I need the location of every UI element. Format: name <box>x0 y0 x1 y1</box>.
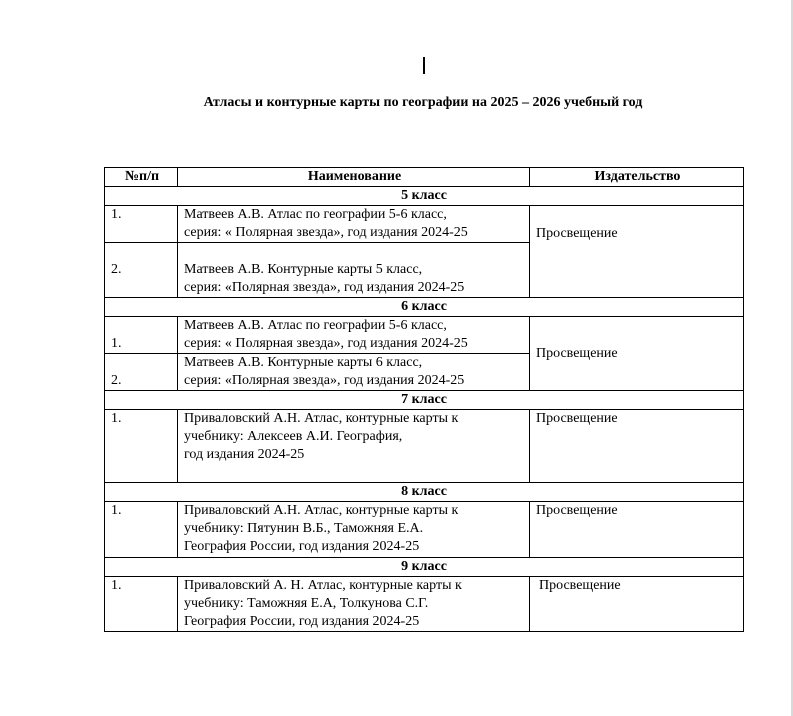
row-number: 1. <box>105 577 178 632</box>
grade-7-heading: 7 класс <box>105 391 744 410</box>
row-publisher: Просвещение <box>530 317 744 391</box>
row-name <box>178 317 530 354</box>
row-name-line: серия: « Полярная звезда», год издания 2024-25 <box>184 225 468 240</box>
grade-row <box>105 558 744 577</box>
row-name <box>178 577 530 632</box>
row-name-line: учебнику: Алексеев А.И. География, <box>184 429 403 444</box>
header-number: №п/п <box>105 168 178 187</box>
grade-row <box>105 483 744 502</box>
row-name-line: Приваловский А.Н. Атлас, контурные карты к <box>184 503 459 518</box>
row-publisher: Просвещение <box>530 410 744 483</box>
header-publisher: Издательство <box>530 168 744 187</box>
row-name-line: серия: «Полярная звезда», год издания 2024-25 <box>184 280 465 295</box>
atlas-table <box>104 167 744 632</box>
table-row <box>105 206 744 243</box>
row-number-text: 2. <box>111 262 122 277</box>
text-cursor <box>423 57 425 74</box>
table-header-row <box>105 168 744 187</box>
row-name <box>178 206 530 243</box>
row-name-line: серия: « Полярная звезда», год издания 2024-25 <box>184 336 468 351</box>
row-publisher <box>530 206 744 298</box>
grade-8-heading: 8 класс <box>105 483 744 502</box>
table-row <box>105 577 744 632</box>
row-number: 2. <box>105 354 178 391</box>
grade-row <box>105 187 744 206</box>
row-number: 1. <box>105 317 178 354</box>
row-name <box>178 243 530 298</box>
row-publisher: Просвещение <box>530 577 744 632</box>
table-row <box>105 317 744 354</box>
grade-6-heading: 6 класс <box>105 298 744 317</box>
row-name-line: География России, год издания 2024-25 <box>184 539 420 554</box>
document-title: Атласы и контурные карты по географии на 2025 – 2026 учебный год <box>203 95 643 110</box>
row-publisher: Просвещение <box>530 502 744 558</box>
row-name-line: Матвеев А.В. Атлас по географии 5-6 класс, <box>184 318 447 333</box>
grade-row <box>105 298 744 317</box>
row-name-line: Приваловский А. Н. Атлас, контурные карты к <box>184 578 462 593</box>
row-name-line: учебнику: Пятунин В.Б., Таможняя Е.А. <box>184 521 424 536</box>
row-name-line: серия: «Полярная звезда», год издания 2024-25 <box>184 373 465 388</box>
publisher-text: Просвещение <box>536 226 618 241</box>
row-number: 1. <box>105 206 178 243</box>
row-name-line: Матвеев А.В. Контурные карты 5 класс, <box>184 262 423 277</box>
row-number <box>105 243 178 298</box>
row-name <box>178 354 530 391</box>
grade-5-heading: 5 класс <box>105 187 744 206</box>
table-row <box>105 502 744 558</box>
header-name: Наименование <box>178 168 530 187</box>
row-number: 1. <box>105 502 178 558</box>
row-number: 1. <box>105 410 178 483</box>
row-name-line: учебнику: Таможняя Е.А, Толкунова С.Г. <box>184 596 429 611</box>
grade-row <box>105 391 744 410</box>
row-name-line: Матвеев А.В. Контурные карты 6 класс, <box>184 355 423 370</box>
row-name <box>178 410 530 483</box>
row-name-line: География России, год издания 2024-25 <box>184 614 420 629</box>
row-name-line: Приваловский А.Н. Атлас, контурные карты к <box>184 411 459 426</box>
table-row <box>105 410 744 483</box>
grade-9-heading: 9 класс <box>105 558 744 577</box>
row-name-line: год издания 2024-25 <box>184 447 305 462</box>
row-name-line: Матвеев А.В. Атлас по географии 5-6 класс, <box>184 207 447 222</box>
row-name <box>178 502 530 558</box>
